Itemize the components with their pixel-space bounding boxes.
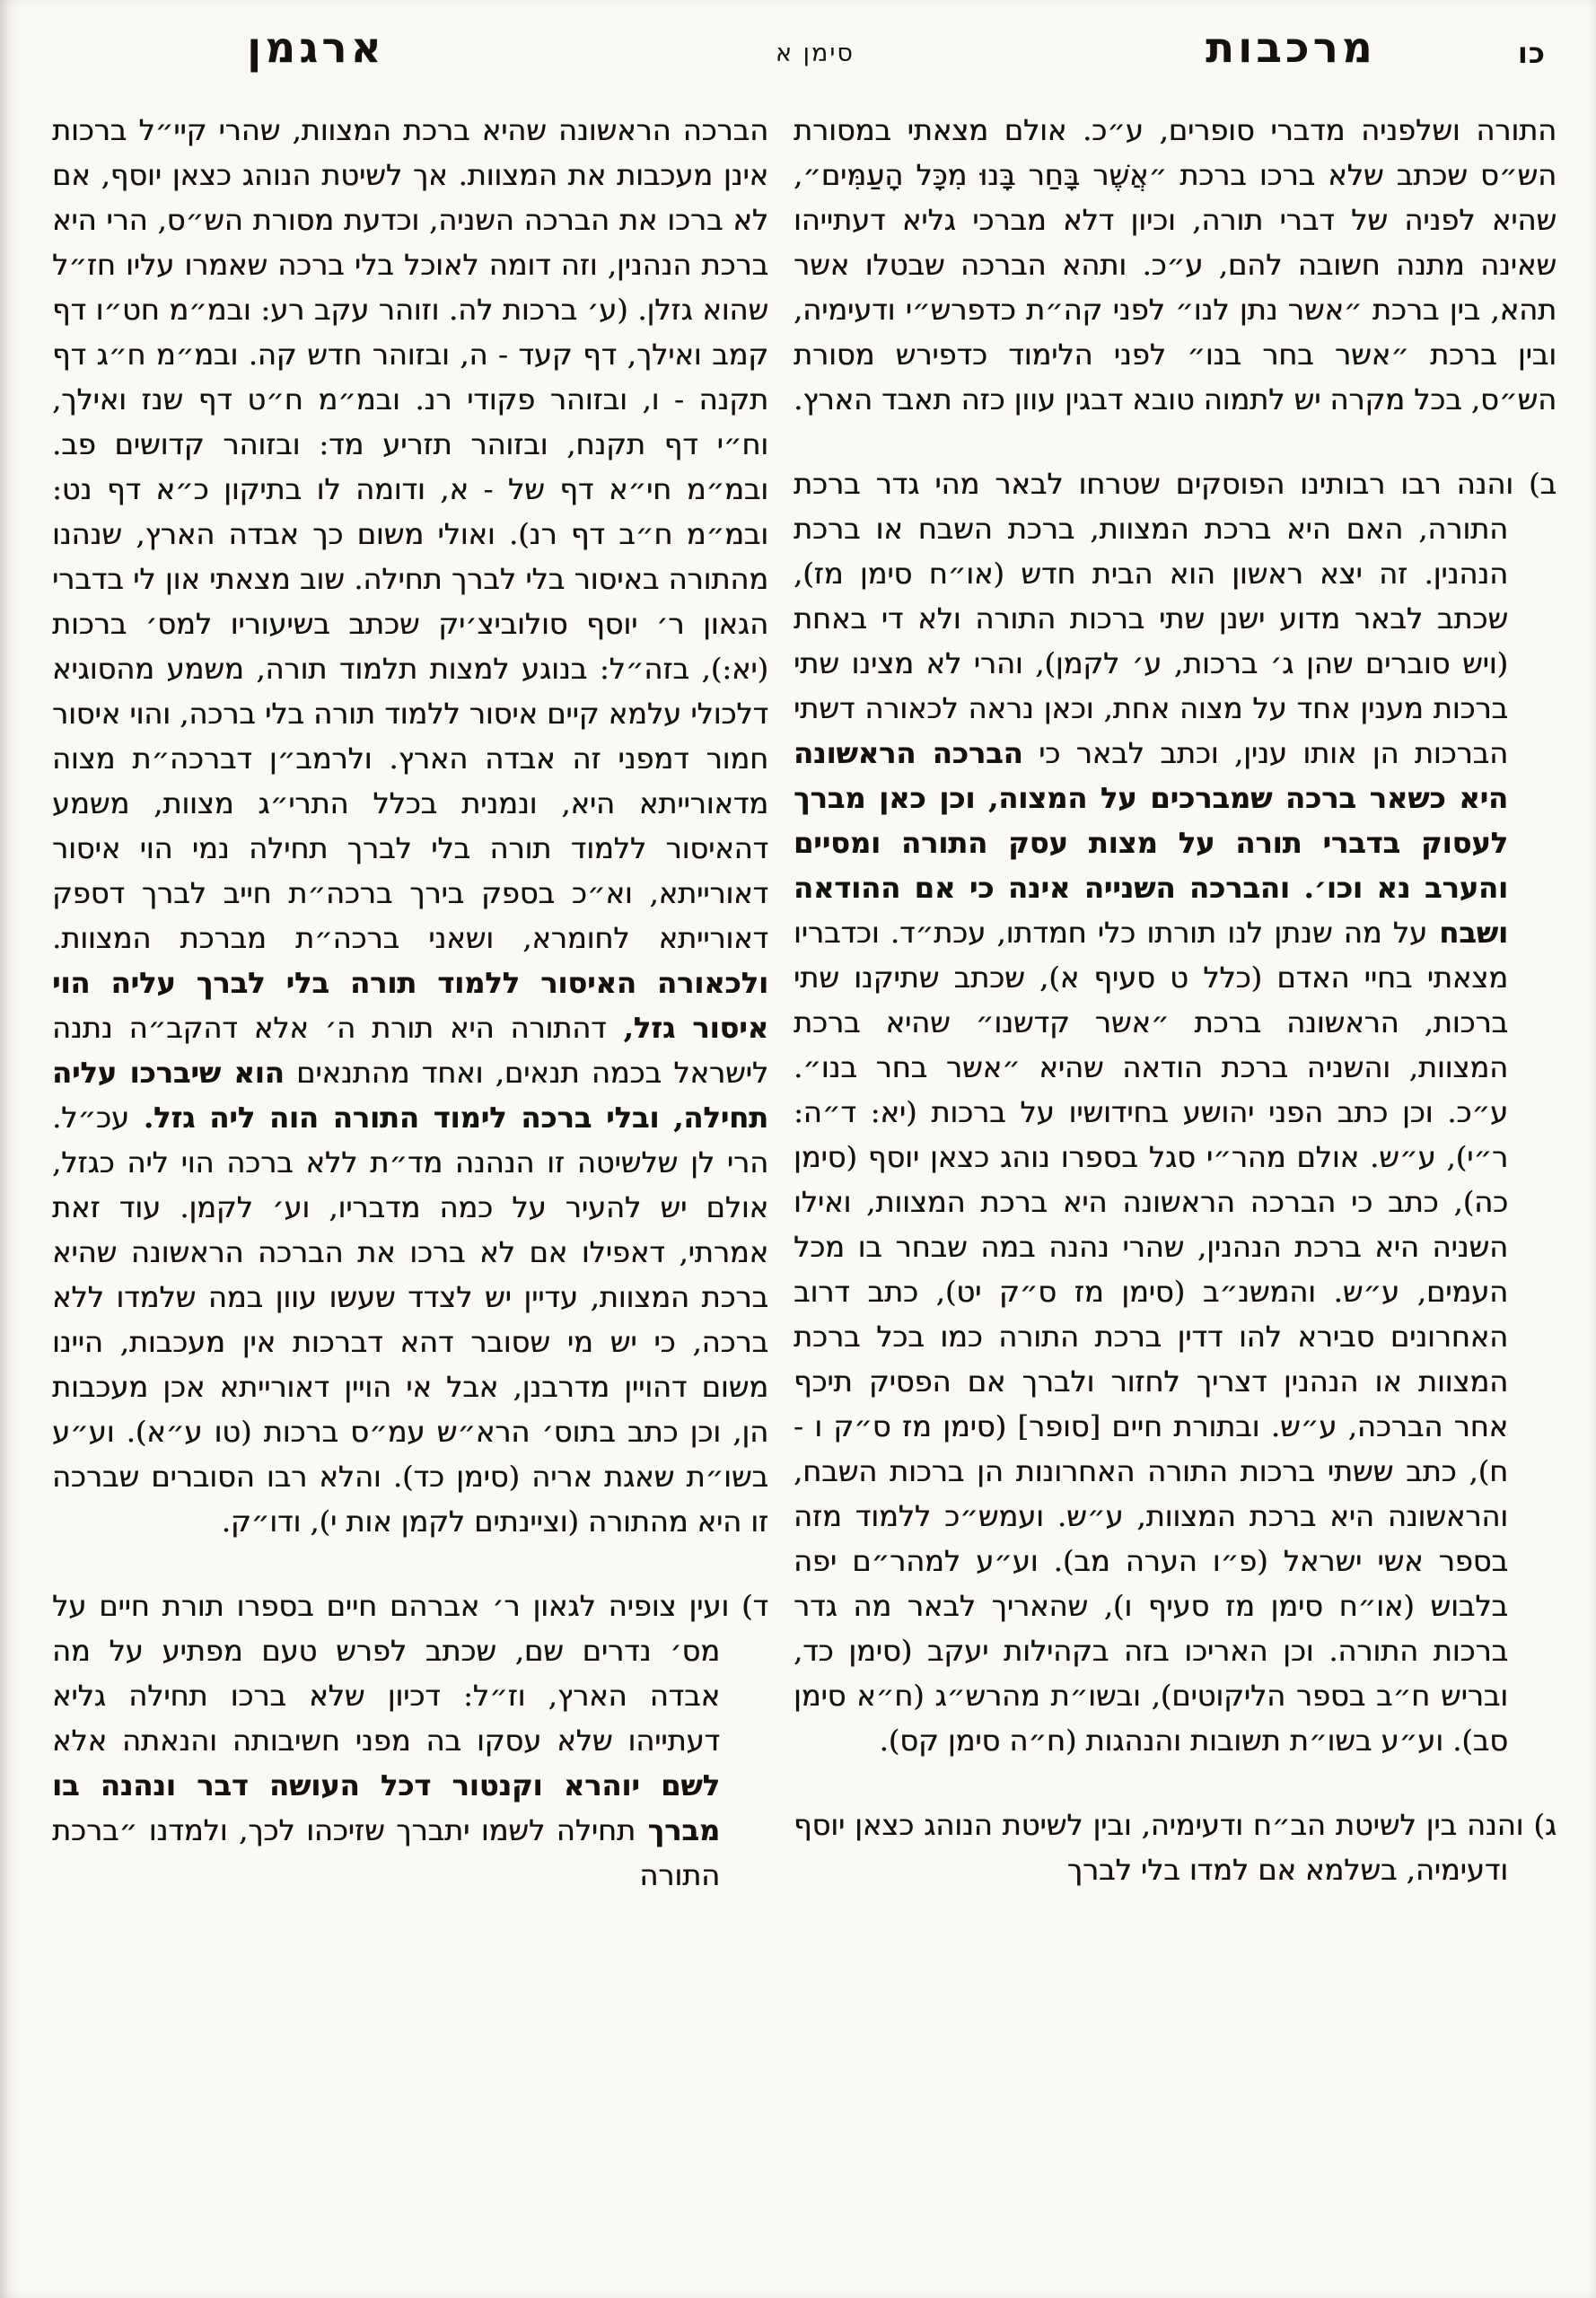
- text-columns: [52, 108, 1557, 1898]
- book-title-part-right: מרכבות: [1206, 23, 1376, 73]
- paragraph: [52, 1583, 768, 1898]
- siman-label: סימן א: [776, 39, 855, 67]
- section-marker: ג): [1523, 1808, 1557, 1842]
- paragraph: [794, 1802, 1557, 1892]
- text-run: ועין צופיה לגאון ר׳ אברהם חיים בספרו תורת חיים על מס׳ נדרים שם, שכתב לפרש טעם מפתיע על מה אבדה הארץ, וז״ל: דכיון שלא ברכו תחילה גליא דעתייהו שלא עסקו בה מפני חשיבותה והנאתה אלא: [52, 1589, 730, 1758]
- text-run: התורה ושלפניה מדברי סופרים, ע״כ. אולם מצאתי במסורת הש״ס שכתב שלא ברכו ברכת ״אֲשֶׁר בָּחַר בָּנוּ מִכָּל הָעַמִּים״, שהיא לפניה של דברי תורה, וכיון דלא מברכי גליא דעתייהו שאינה מתנה חשובה להם, ע״כ. ותהא הברכה שבטלו אשר תהא, בין ברכת ״אשר נתן לנו״ לפני קה״ת כדפרש״י ודעימיה, ובין ברכת ״אשר בחר בנו״ לפני הלימוד כדפירש מסורת הש״ס, בכל מקרה יש לתמוה טובא דבגין עוון כזה תאבד הארץ.: [794, 113, 1557, 417]
- paragraph: [794, 461, 1557, 1763]
- folio-number: כו: [1517, 36, 1546, 70]
- text-run: ולכאורה האיסור ללמוד תורה בלי לברך עליה הוי איסור גזל,: [52, 966, 769, 1045]
- text-run: הברכה הראשונה היא כשאר ברכה שמברכים על המצוה, וכן כאן מברך לעסוק בדברי תורה על מצות עסק התורה ומסיים והערב נא וכו׳. והברכה השנייה אינה כי אם ההודאה ושבח: [794, 736, 1508, 950]
- text-run: והנה רבו רבותינו הפוסקים שטרחו לבאר מהי גדר ברכת התורה, האם היא ברכת המצוות, ברכת השבח או ברכת הנהנין. זה יצא ראשון הוא הבית חדש (או״ח סימן מז), שכתב לבאר מדוע ישנן שתי ברכות התורה ולא די באחת (ויש סוברים שהן ג׳ ברכות, ע׳ לקמן), והרי לא מצינו שתי ברכות מענין אחד על מצוה אחת, וכאן נראה לכאורה דשתי הברכות הן אותו ענין, וכתב לבאר כי: [794, 467, 1513, 770]
- text-run: הוא שיברכו עליה תחילה, ובלי ברכה לימוד התורה הוה ליה גזל.: [52, 1056, 768, 1135]
- text-run: תחילה לשמו יתברך שזיכהו לכך, ולמדנו ״ברכת התורה: [52, 1813, 720, 1892]
- text-run: דהתורה היא תורת ה׳ אלא דהקב״ה נתנה לישראל בכמה תנאים, ואחד מהתנאים: [52, 1011, 769, 1090]
- paragraph: [794, 108, 1557, 422]
- text-column-right: [794, 108, 1557, 1898]
- text-run: הברכה הראשונה שהיא ברכת המצוות, שהרי קיי״ל ברכות אינן מעכבות את המצוות. אך לשיטת הנוהג כצאן יוסף, אם לא ברכו את הברכה השניה, וכדעת מסורת הש״ס, הרי היא ברכת הנהנין, וזה דומה לאוכל בלי ברכה שאמרו עליו חז״ל שהוא גזלן. (ע׳ ברכות לה. וזוהר עקב רע: ובמ״מ חט״ו דף קמב ואילך, דף קעד - ה, ובזוהר חדש קה. ובמ״מ ח״ג דף תקנה - ו, ובזוהר פקודי רנ. ובמ״מ ח״ט דף שנז ואילך, וח״י דף תקנח, ובזוהר תזריע מד: ובזוהר קדושים פב. ובמ״מ חי״א דף של - א, ודומה לו בתיקון כ״א דף נט: ובמ״מ ח״ב דף רנ). ואולי משום כך אבדה הארץ, שנהנו מהתורה באיסור בלי לברך תחילה. שוב מצאתי און לי בדברי הגאון ר׳ יוסף סולוביצ׳יק שכתב בשיעוריו למס׳ ברכות (יא:), בזה״ל: בנוגע למצות תלמוד תורה, משמע מהסוגיא דלכולי עלמא קיים איסור ללמוד תורה בלי ברכה, והוי איסור חמור דמפני זה אבדה הארץ. ולרמב״ן דברכה״ת מצוה מדאורייתא היא, ונמנית בכלל התרי״ג מצוות, משמע דהאיסור ללמוד תורה בלי לברך תחילה נמי הוי איסור דאורייתא, וא״כ בספק בירך ברכה״ת חייב לברך דספק דאורייתא לחומרא, ושאני ברכה״ת מברכת המצוות.: [52, 113, 769, 955]
- section-marker: ד): [729, 1589, 769, 1623]
- text-run: על מה שנתן לנו תורתו כלי חמדתו, עכת״ד. וכדבריו מצאתי בחיי האדם (כלל ט סעיף א), שכתב שתיקנו שתי ברכות, הראשונה ברכת ״אשר קדשנו״ שהיא ברכת המצוות, והשניה ברכת הודאה שהיא ״אשר בחר בנו״. ע״כ. וכן כתב הפני יהושע בחידושיו על ברכות (יא: ד״ה: ר״י), ע״ש. אולם מהר״י סגל בספרו נוהג כצאן יוסף (סימן כה), כתב כי הברכה הראשונה היא ברכת המצוות, ואילו השניה היא ברכת הנהנין, שהרי נהנה במה שבחר בו מכל העמים, ע״ש. והמשנ״ב (סימן מז ס״ק יט), כתב דרוב האחרונים סבירא להו דדין ברכת התורה כמו בכל ברכת המצוות או הנהנין דצריך לחזור ולברך אם הפסיק תיכף אחר הברכה, ע״ש. ובתורת חיים [סופר] (סימן מז ס״ק ו - ח), כתב ששתי ברכות התורה האחרונות הן ברכות השבח, והראשונה היא ברכת המצוות, ע״ש. ועמש״כ ללמוד מזה בספר אשי ישראל (פ״ו הערה מב). וע״ע למהר״ם יפה בלבוש (או״ח סימן מז סעיף ו), שהאריך לבאר מה גדר ברכות התורה. וכן האריכו בזה בקהילות יעקב (סימן כד, ובריש ח״ב בספר הליקוטים), ובשו״ת מהרש״ג (ח״א סימן סב). וע״ע בשו״ת תשובות והנהגות (ח״ה סימן קס).: [794, 916, 1509, 1758]
- text-run: והנה בין לשיטת הב״ח ודעימיה, ובין לשיטת הנוהג כצאן יוסף ודעימיה, בשלמא אם למדו בלי לברך: [794, 1808, 1524, 1887]
- book-title-part-left: ארגמן: [247, 23, 385, 73]
- text-run: עכ״ל. הרי לן שלשיטה זו הנהנה מד״ת ללא ברכה הוי ליה כגזל, אולם יש להעיר על כמה מדבריו, וע׳ לקמן. עוד זאת אמרתי, דאפילו אם לא ברכו את הברכה הראשונה שהיא ברכת המצוות, עדיין יש לצדד שעשו עוון במה שלמדו ללא ברכה, כי יש מי שסובר דהא דברכות אין מעכבות, היינו משום דהויין מדרבנן, אבל אי הויין דאורייתא אכן מעכבות הן, וכן כתב בתוס׳ הרא״ש עמ״ס ברכות (טו ע״א). וע״ע בשו״ת שאגת אריה (סימן כד). והלא רבו הסוברים שברכה זו היא מהתורה (וציינתים לקמן אות י), ודו״ק.: [52, 1101, 769, 1539]
- paragraph: [52, 108, 768, 1544]
- text-run: לשם יוהרא וקנטור דכל העושה דבר ונהנה בו מברך: [52, 1768, 721, 1847]
- section-marker: ב): [1513, 467, 1557, 501]
- text-column-left: [52, 108, 768, 1898]
